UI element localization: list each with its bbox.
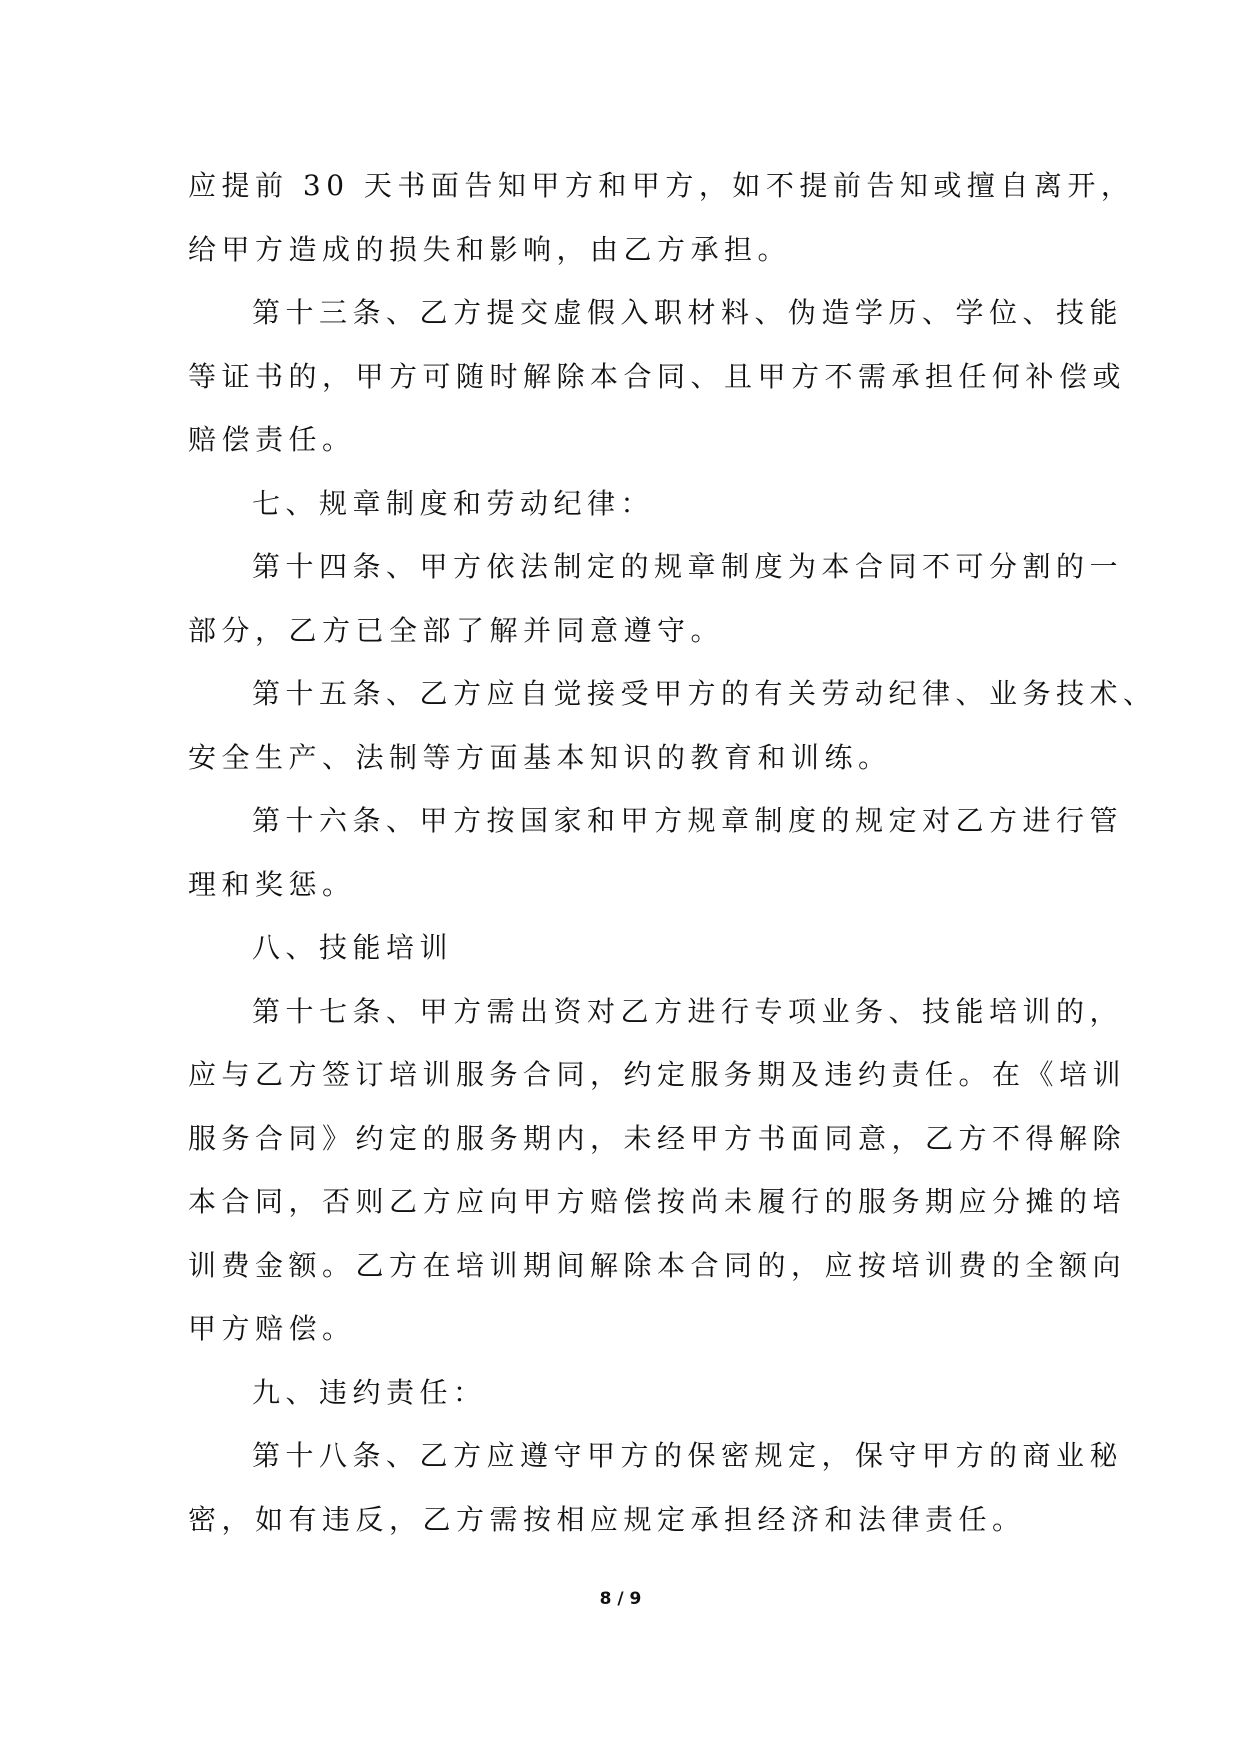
text-line: 甲方赔偿。 [188, 1312, 356, 1345]
article-16-line: 第十六条、甲方按国家和甲方规章制度的规定对乙方进行管 [252, 804, 1124, 837]
text-line: 等证书的，甲方可随时解除本合同、且甲方不需承担任何补偿或 [188, 359, 1127, 393]
article-17-line: 第十七条、甲方需出资对乙方进行专项业务、技能培训的， [252, 994, 1124, 1028]
section-heading-7: 七、规章制度和劳动纪律： [252, 486, 655, 520]
text-line: 训费金额。乙方在培训期间解除本合同的，应按培训费的全额向 [188, 1248, 1127, 1282]
document-body [188, 154, 1157, 1551]
text-line: 赔偿责任。 [188, 423, 356, 456]
text-line: 给甲方造成的损失和影响，由乙方承担。 [188, 232, 792, 266]
text-line: 应与乙方签订培训服务合同，约定服务期及违约责任。在《培训 [188, 1058, 1127, 1091]
article-14-line: 第十四条、甲方依法制定的规章制度为本合同不可分割的一 [252, 550, 1124, 583]
text-line: 部分，乙方已全部了解并同意遵守。 [188, 613, 725, 647]
article-15-line: 第十五条、乙方应自觉接受甲方的有关劳动纪律、业务技术、 [252, 677, 1157, 710]
section-heading-8: 八、技能培训 [252, 931, 454, 964]
text-line: 理和奖惩。 [188, 867, 356, 901]
article-18-line: 第十八条、乙方应遵守甲方的保密规定，保守甲方的商业秘 [252, 1439, 1124, 1472]
section-heading-9: 九、违约责任： [252, 1375, 487, 1409]
text-line: 服务合同》约定的服务期内，未经甲方书面同意，乙方不得解除 [188, 1121, 1127, 1155]
text-line: 本合同，否则乙方应向甲方赔偿按尚未履行的服务期应分摊的培 [188, 1185, 1127, 1218]
page-number: 8 / 9 [599, 1589, 642, 1609]
text-line: 应提前 30 天书面告知甲方和甲方，如不提前告知或擅自离开， [188, 169, 1135, 202]
text-line: 密，如有违反，乙方需按相应规定承担经济和法律责任。 [188, 1502, 1026, 1536]
text-line: 安全生产、法制等方面基本知识的教育和训练。 [188, 740, 892, 774]
article-13-line: 第十三条、乙方提交虚假入职材料、伪造学历、学位、技能 [252, 296, 1124, 329]
